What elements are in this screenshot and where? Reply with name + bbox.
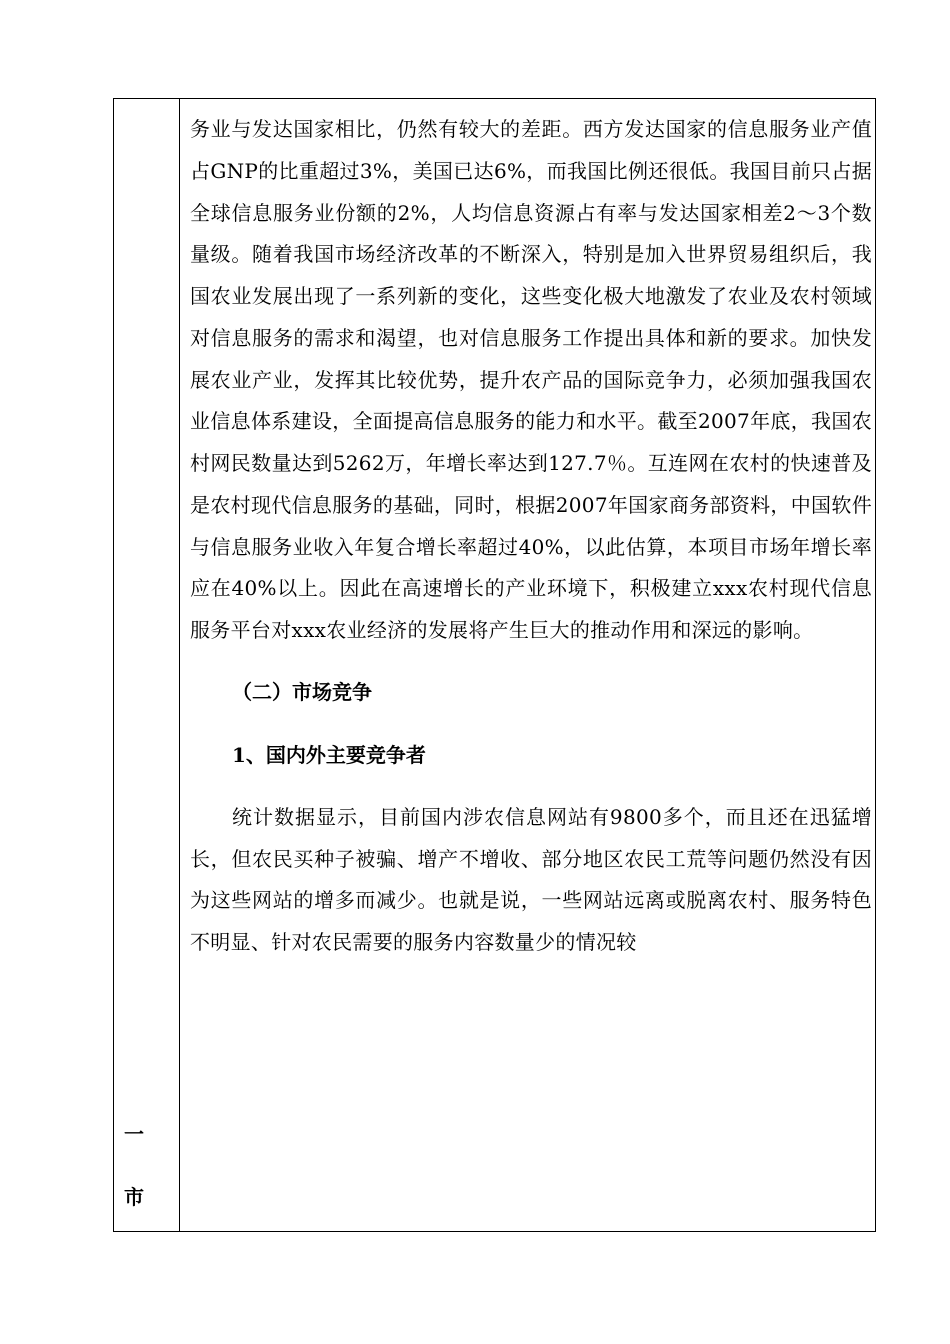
body-paragraph-1: 务业与发达国家相比，仍然有较大的差距。西方发达国家的信息服务业产值占GNP的比重超过3%，美国已达6%，而我国比例还很低。我国目前只占据全球信息服务业份额的2%，人均信息资源占有率与发达国家相差2～3个数量级。随着我国市场经济改革的不断深入，特别是加入世界贸易组织后，我国农业发展出现了一系列新的变化，这些变化极大地激发了农业及农村领域对信息服务的需求和渴望，也对信息服务工作提出具体和新的要求。加快发展农业产业，发挥其比较优势，提升农产品的国际竞争力，必须加强我国农业信息体系建设，全面提高信息服务的能力和水平。截至2007年底，我国农村网民数量达到5262万，年增长率达到127.7％。互连网在农村的快速普及是农村现代信息服务的基础，同时，根据2007年国家商务部资料，中国软件与信息服务业收入年复合增长率超过40%，以此估算，本项目市场年增长率应在40%以上。因此在高速增长的产业环境下，积极建立xxx农村现代信息服务平台对xxx农业经济的发展将产生巨大的推动作用和深远的影响。 xyxy=(190,117,872,642)
section-heading: （二）市场竞争 xyxy=(232,679,372,704)
section-label-char-2: 市 xyxy=(124,1185,144,1209)
document-table xyxy=(113,98,876,1232)
section-label-char-1: 一 xyxy=(124,1122,144,1146)
body-paragraph-2: 统计数据显示，目前国内涉农信息网站有9800多个，而且还在迅猛增长，但农民买种子被骗、增产不增收、部分地区农民工荒等问题仍然没有因为这些网站的增多而减少。也就是说，一些网站远离或脱离农村、服务特色不明显、针对农民需要的服务内容数量少的情况较 xyxy=(190,804,872,954)
subsection-heading: 1、国内外主要竞争者 xyxy=(232,742,426,767)
content-cell xyxy=(190,109,872,964)
section-label-column xyxy=(114,99,180,1231)
